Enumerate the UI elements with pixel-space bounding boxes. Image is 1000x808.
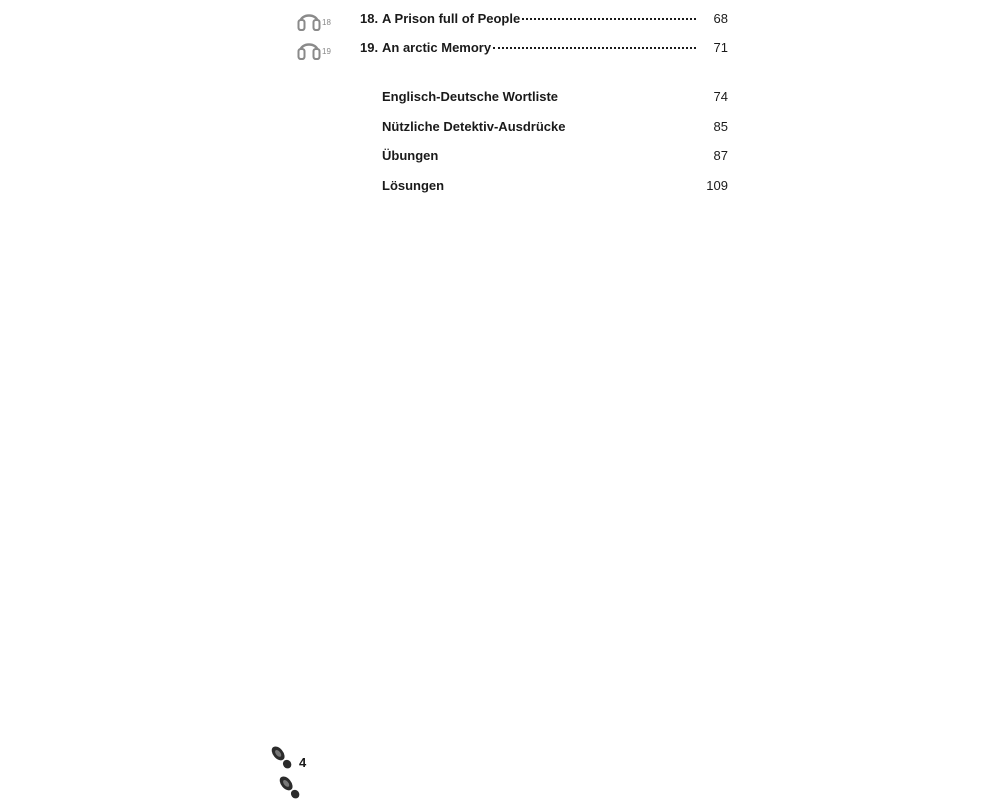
audio-track-number: 18 <box>322 18 331 27</box>
appendix-page-number: 87 <box>713 148 728 163</box>
headphones-icon <box>296 36 322 60</box>
footprint-icon <box>276 768 316 808</box>
dot-leader <box>493 47 696 49</box>
chapter-number: 18. <box>360 11 379 26</box>
chapter-page-number: 71 <box>713 40 728 55</box>
appendix-item[interactable] <box>382 141 728 171</box>
toc-entry-line <box>360 4 728 34</box>
audio-track-number: 19 <box>322 47 331 56</box>
chapter-page-number: 68 <box>713 11 728 26</box>
appendix-item[interactable] <box>382 82 728 112</box>
toc-chapter-entry[interactable] <box>296 33 728 63</box>
appendix-item[interactable] <box>382 171 728 201</box>
toc-chapter-entry[interactable] <box>296 4 728 34</box>
chapter-number: 19. <box>360 40 379 55</box>
audio-track-marker[interactable] <box>296 36 336 60</box>
appendix-title: Nützliche Detektiv-Ausdrücke <box>382 118 566 134</box>
chapter-title: A Prison full of People <box>382 11 521 26</box>
appendix-page-number: 74 <box>713 89 728 104</box>
dot-leader <box>522 18 696 20</box>
page-footer <box>268 738 328 800</box>
appendix-page-number: 109 <box>706 177 728 193</box>
appendix-list <box>382 82 728 200</box>
appendix-title: Englisch-Deutsche Wortliste <box>382 89 559 104</box>
headphones-icon <box>296 7 322 31</box>
appendix-title: Übungen <box>382 148 439 163</box>
appendix-item[interactable] <box>382 112 728 142</box>
chapter-title: An arctic Memory <box>382 40 492 55</box>
appendix-title: Lösungen <box>382 177 445 193</box>
appendix-page-number: 85 <box>713 118 728 134</box>
audio-track-marker[interactable] <box>296 7 336 31</box>
page-number: 4 <box>299 755 307 770</box>
toc-entry-line <box>360 33 728 63</box>
